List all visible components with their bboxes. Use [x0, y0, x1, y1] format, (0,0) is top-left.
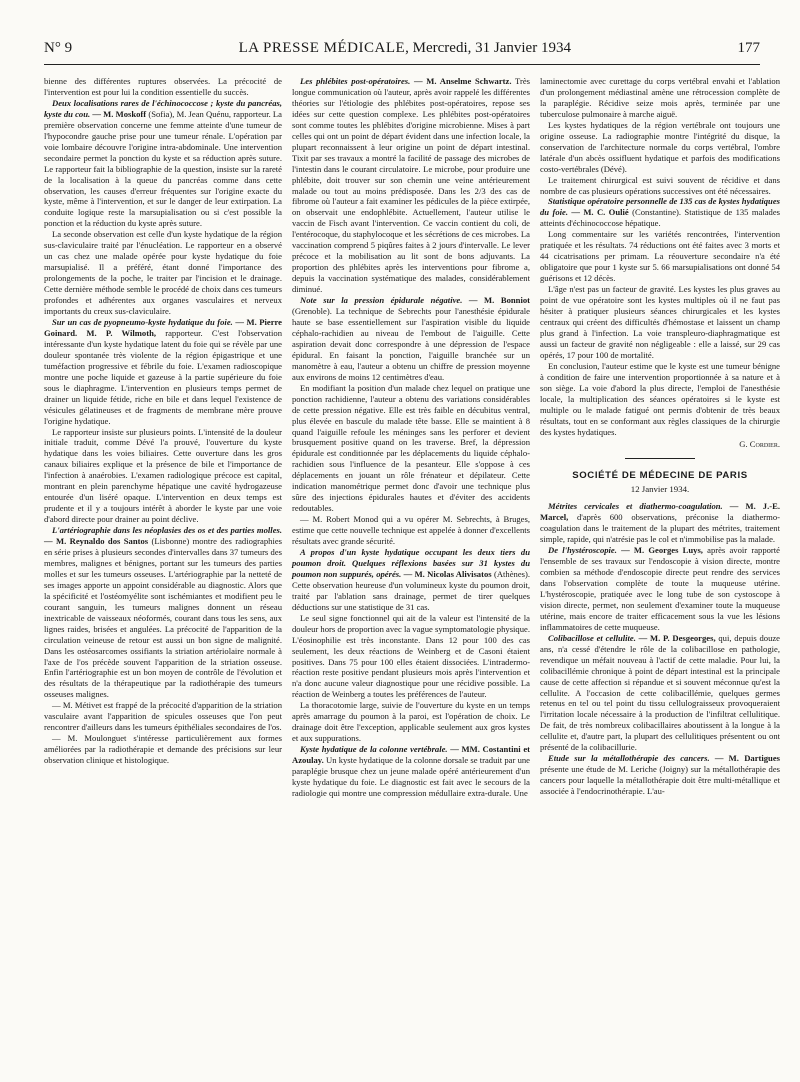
section-divider [625, 458, 695, 459]
article-heading: A propos d'un kyste hydatique occupant les deux tiers du poumon droit. Quelques réflexions basées sur 31 kystes du poumon non suppurés, opérés. [292, 546, 530, 579]
paragraph: Le traitement chirurgical est suivi souvent de récidive et dans nombre de cas plusieurs opérations successives ont été nécessaires. [540, 174, 780, 196]
article-author: — M. Pierre Goinard. M. P. Wilmoth, [44, 316, 282, 338]
article-paragraph [292, 744, 530, 799]
article-author: — M. C. Oulié [567, 207, 629, 218]
article-text: présente une étude de M. Leriche (Joigny) sur la métallothérapie des cancers pour laquelle la métallothérapie doit être multi-métallique et associée à l'endocrinothérapie. L'au- [540, 764, 780, 797]
article-author: — M. Nicolas Alivisatos [401, 568, 492, 579]
article-paragraph [540, 545, 780, 633]
article-heading: Note sur la pression épidurale négative. [300, 295, 463, 306]
article-heading: Colibacillose et cellulite. [548, 632, 636, 643]
paragraph: Le seul signe fonctionnel qui ait de la valeur est l'intensité de la douleur hors de proportion avec la vague symptomatologie physique. L'éosinophilie est très inconstante. Dans 12 pour 100 des cas seulement, les deux réactions de Weinberg et de Casoni étaient positives. Dans 75 pour 100 elles étaient dissociées. L'intradermo-réaction reste positive pendant plusieurs mois après l'intervention et n'a donc aucune valeur diagnostique pour une récidive possible. La réaction de Weinberg a toutes les préférences de l'auteur. [292, 612, 530, 700]
issue-date: Mercredi, 31 Janvier 1934 [412, 40, 571, 56]
article-paragraph [292, 295, 530, 383]
paragraph: — M. Moulonguet s'intéresse particulièrement aux formes améliorées par la radiothérapie et demande des précisions sur leur observation clinique et histologique. [44, 733, 282, 766]
column-right [540, 76, 780, 797]
article-paragraph [540, 196, 780, 229]
article-author: — M. Bonniot [462, 295, 530, 306]
article-text: (Athènes). Cette observation heureuse d'un volumineux kyste du poumon droit, traité par l'ablation sans drainage, permet de tirer quelques déductions sur une statistique de 31 cas. [292, 568, 530, 612]
article-paragraph [44, 98, 282, 229]
article-heading: Sur un cas de pyopneumo-kyste hydatique du foie. [52, 316, 233, 327]
paragraph: — M. Métivet est frappé de la précocité d'apparition de la striation vasculaire avant l'apparition de spicules osseuses que l'on peut rencontrer d'ailleurs dans les tumeurs épithéliales secondaires de l'os. [44, 700, 282, 733]
article-author: — M. Moskoff [90, 108, 147, 119]
article-author: — M. J.-E. Marcel, [540, 501, 780, 523]
paragraph: La thoracotomie large, suivie de l'ouverture du kyste en un temps après amarrage du poumon à la paroi, est l'opération de choix. Le drainage doit être l'exception, applicable seulement aux gros kystes et aux suppurations. [292, 700, 530, 744]
session-date: 12 Janvier 1934. [630, 484, 690, 495]
article-heading: Les phlébites post-opératoires. [300, 76, 411, 86]
article-heading: Etude sur la métallothérapie des cancers. [548, 753, 710, 764]
article-author: — M. Dartigues [709, 753, 780, 764]
article-paragraph [44, 317, 282, 427]
article-text: (Sofia), M. Jean Quénu, rapporteur. La première observation concerne une femme atteinte d'une tumeur de l'hypocondre gauche prise pour une tumeur rénale. L'opération par voie lombaire découvre l'origine intra-abdominale. Une intervention secondaire permet la ponction du kyste et sa réduction après suture. Le rapporteur fait la bibliographie de la question, insiste sur la rareté de la localisation à la queue du pancréas comme dans cette observation, les causes d'erreur fréquentes sur l'origine exacte du kyste, même à l'intervention, et sur le danger de leur extirpation. La conduite logique reste la marsupialisation ou si c'est possible la ponction et la réduction du kyste après suture. [44, 108, 282, 229]
issue-number: N° 9 [44, 40, 73, 56]
article-text: (Constantine). Statistique de 135 malades atteints d'échinococcose hépatique. [540, 207, 781, 229]
paragraph: Le rapporteur insiste sur plusieurs points. L'intensité de la douleur initiale traduit, comme Dévé l'a prouvé, l'ouverture du kyste hydatique dans les voies biliaires. Cette ouverture dans les gros canaux biliaires explique et la présence de bile et l'importance de l'infection à anaérobies. L'examen radiologique précoce est capital, montrant en plein parenchyme hépatique une cavité hydrogazeuse entourée d'un liséré opaque. L'intervention en deux temps est prudente et il y a toujours intérêt à aborder le kyste par une voie d'abord directe pour drainer au point déclive. [44, 426, 282, 525]
article-text: rapporteur. C'est l'observation intéressante d'un kyste hydatique latent du foie qui se révèle par une douleur spontanée très violente de la région épigastrique et une tuméfaction progressive et fébrile du foie. L'examen radioscopique montre une poche liquide et gazeuse à la partie supérieure du foie sous le diaphragme. L'intervention en plusieurs temps permet de drainer un liquide fétide, riche en bile et dans lequel l'existence de vésicules gélatineuses et de fragments de membrane mère prouve l'origine hydatique. [44, 327, 282, 426]
article-text: Un kyste hydatique de la colonne dorsale se traduit par une paraplégie brusque chez un jeune malade opéré antérieurement d'un kyste hydatique du foie. Le diagnostic est fait avec le secours de la radiologie qui montre une compression médullaire extra-durale. Une [292, 755, 530, 798]
article-text: après avoir rapporté l'ensemble de ses travaux sur l'endoscopie à vision directe, montre combien sa méthode d'endoscopie directe peut rendre des services dans l'observation complète de toute la muqueuse utérine. L'hystéroscopie, pratiquée avec le long tube de son cystoscope à vision directe, permet, non seulement d'examiner toute la muqueuse utérine, mais encore de traiter efficacement sous la vue les lésions inflammatoires de cette muqueuse. [540, 545, 780, 632]
article-text: Très longue communication où l'auteur, après avoir rappelé les différentes théories sur l'étiologie des phlébites post-opératoires, repose ses idées sur cette question complexe. Les phlébites post-opératoires sont comme toutes les phlébites d'origine microbienne. Mises à part celles qui ont un point de départ évident dans une infection locale, la plupart reconnaissent à leur origine un point de départ intestinal. Tixit par ses travaux a montré la facilité de passage des microbes de l'intestin dans le courant circulatoire. Le microbe, pour produire une phlébite, doit trouver sur son chemin une veine antérieurement malade ou tout au moins prédisposée. Dans les 2/3 des cas de fibrome où l'auteur a fait examiner les pédicules de la pièce extirpée, on observait une endophlébite. Actuellement, l'auteur utilise le vaccin de Fisch avant l'intervention. Ce vaccin contient du coli, de l'entérocoque, du staphylocoque et les sécrétions de ces microbes. La vaccination comprend 5 piqûres faites à 2 jours d'intervalle. Le lever précoce et la mobilisation au lit sont de bons adjuvants. La proportion des phlébites après les interventions pour fibrome a, depuis la vaccination systématique des malades, considérablement diminué. [292, 76, 530, 295]
paragraph: laminectomie avec curettage du corps vertébral envahi et l'ablation d'un prolongement médiastinal amène une rétrocession complète de la paraplégie. Récidive seize mois après, terminée par une tuberculose pulmonaire à marche aiguë. [540, 76, 780, 119]
paragraph: Les kystes hydatiques de la région vertébrale ont toujours une origine osseuse. La radiographie montre l'intégrité du disque, la conservation de l'architecture normale du corps vertébral, l'ombre latérale d'un abcès ossifluent hydatique et parfois des modifications costo-vertébrales (Dévé). [540, 119, 780, 174]
article-paragraph [292, 547, 530, 613]
article-paragraph [540, 753, 780, 797]
article-heading: L'artériographie dans les néoplasies des os et des parties molles. [52, 525, 282, 536]
column-left [44, 76, 282, 766]
page-header [44, 40, 760, 65]
article-heading: Kyste hydatique de la colonne vertébrale. [300, 744, 448, 755]
article-text: qui, depuis douze ans, n'a cessé d'étendre le rôle de la colibacillose en pathologie, revendique un méfait nouveau à l'actif de cette maladie. Pour lui, la colibacillémie chronique à point de départ intestinal est la principale cause de cette affection si répandue et si souvent méconnue qu'est la cellulite. A l'occasion de cette colibacillémie, quelques germes retenus en tel ou tel point du tissu cellulograisseux provoqueraient l'irritation locale nécessaire à la production de l'infiltrat cellulitique. De fait, de très nombreux colibacillaires aboutissent à la longue à la cellulite et, d'autre part, la plupart des cellulitiques présentent ou ont présenté de la colibacillurie. [540, 632, 780, 753]
article-paragraph [292, 76, 530, 295]
signature: G. Cordier. [739, 439, 780, 450]
paragraph: bienne des différentes ruptures observées. La précocité de l'intervention est pour lui la condition essentielle du succès. [44, 76, 282, 97]
journal-title: LA PRESSE MÉDICALE [238, 40, 406, 56]
paragraph: En modifiant la position d'un malade chez lequel on pratique une ponction rachidienne, l'auteur a obtenu des variations considérables de cette pression négative. Elle est très faible en décubitus ventral, plus élevée en bascule du malade tête basse. Elle se maintient à 8 quand l'aiguille refoule les méninges sans les perforer et devient brusquement positive quand on les traverse. Bref, la dépression épidurale est conditionnée par les déplacements du liquide céphalo-rachidien sous l'influence de la pesanteur. Elle s'oppose à ces déplacements en jouant un rôle frénateur et dépilateur. Cette indication manométrique permet donc d'avoir une technique plus sûre des injections épidurales hautes et d'éviter des accidents redoutables. [292, 382, 530, 514]
society-heading: SOCIÉTÉ DE MÉDECINE DE PARIS [572, 470, 748, 482]
article-heading: De l'hystéroscopie. [548, 545, 617, 556]
article-text: d'après 600 observations, préconise la diathermo-coagulation dans le traitement de la plupart des métrites, traitement simple, rapide, qui n'atrésie pas le col et n'immobilise pas la malade. [540, 512, 780, 545]
article-heading: Métrites cervicales et diathermo-coagulation. [548, 501, 723, 512]
article-author: — M. Anselme Schwartz. [410, 76, 512, 86]
article-text: (Lisbonne) montre des radiographies en série prises à plusieurs secondes d'intervalles dans 37 tumeurs des membres, malignes et bénignes, portant sur les tumeurs des parties molles et sur les tumeurs osseuses. L'artériographie par la netteté de ses images apporte un appoint considérable au diagnostic. Alors que la spécificité et l'ostéomyélite sont ischémiantes et modifient peu le courant sanguin, les tumeurs malignes donnent un réseau inextricable de vaisseaux néoformés, courant dans tous les sens, aux lignes raides, brisées et angulées. La précocité de l'apparition de la circulation veineuse de retour est aussi un bon signe de malignité. Dans les ostéosarcomes ossifiants la striation artériolaire normale à l'axe de l'os précède souvent l'apparition de la striation osseuse. Enfin l'artériographie est un bon moyen de contrôle de l'évolution et des résultats de la thérapeutique par la radiothérapie des tumeurs osseuses malignes. [44, 536, 282, 700]
paragraph: Long commentaire sur les variétés rencontrées, l'intervention pratiquée et les résultats. 74 réductions ont été faites avec 3 morts et 44 cicatrisations per primam. La réouverture secondaire n'a été obligatoire que pour 1 kyste sur 5. 66 marsupialisations ont donné 54 guérisons et 12 décès. [540, 229, 780, 284]
paragraph: En conclusion, l'auteur estime que le kyste est une tumeur bénigne à condition de faire une intervention proportionnée à sa nature et à son siège. La voie d'abord la plus directe, l'emploi de l'anesthésie locale, la multiplication des séances opératoires si le kyste est multiple ou le malade fatigué ont permis d'obtenir de très beaux résultats, tout en se conformant aux règles classiques de la chirurgie des kystes hydatiques. [540, 360, 780, 437]
article-heading: Deux localisations rares de l'échinococcose ; kyste du pancréas, kyste du cou. [44, 97, 282, 119]
article-paragraph [44, 525, 282, 700]
article-author: — M. Georges Luys, [616, 545, 703, 556]
article-author: — M. P. Desgeorges, [635, 632, 716, 643]
column-middle [292, 76, 530, 799]
article-author: — MM. Costantini et Azoulay. [292, 744, 531, 766]
paragraph: La seconde observation est celle d'un kyste hydatique de la région sus-claviculaire traité par l'énucléation. Le rapporteur en a observé un cas chez une malade opérée pour kyste hydatique du foie marsupialisé. Il a préféré, étant donné l'importance des prolongements de la poche, le traiter par l'incision et le drainage. Cette dernière méthode semble le procédé de choix dans ces tumeurs profondes et adhérentes aux organes vasculaires et nerveux importants du creux sus-claviculaire. [44, 229, 282, 317]
article-paragraph [540, 633, 780, 753]
page-number: 177 [737, 40, 760, 56]
paragraph: L'âge n'est pas un facteur de gravité. Les kystes les plus graves au point de vue opératoire sont les kystes multiples où il ne faut pas hésiter à pratiquer plusieurs séances chirurgicales et les kystes centraux qui créent des difficultés d'hémostase et laissent un champ plus grand à l'infection. La voie transpleuro-diaphragmatique est aussi un facteur de gravité non négligeable : elle a laissé, sur 29 cas opérés, 17 pour 100 de mortalité. [540, 284, 780, 360]
article-heading: Statistique opératoire personnelle de 135 cas de kystes hydatiques du foie. [540, 196, 780, 218]
masthead: LA PRESSE MÉDICALE, Mercredi, 31 Janvier 1934 [238, 40, 571, 56]
article-paragraph [540, 501, 780, 545]
article-text: (Grenoble). La technique de Sebrechts pour l'anesthésie épidurale haute se base essentiellement sur l'aspiration visible du liquide céphalo-rachidien au niveau de l'embout de l'aiguille. Cette aspiration devait donc correspondre à une dépression de l'espace épidural. En faisant la ponction, l'aiguille branchée sur un manomètre à eau, l'auteur a obtenu un chiffre de pression moyenne aux environs de moins 12 centimètres d'eau. [292, 306, 530, 382]
paragraph: — M. Robert Monod qui a vu opérer M. Sebrechts, à Bruges, estime que cette nouvelle technique est appelée à donner d'excellents résultats avec grande sécurité. [292, 514, 530, 547]
article-author: — M. Reynaldo dos Santos [44, 536, 149, 547]
